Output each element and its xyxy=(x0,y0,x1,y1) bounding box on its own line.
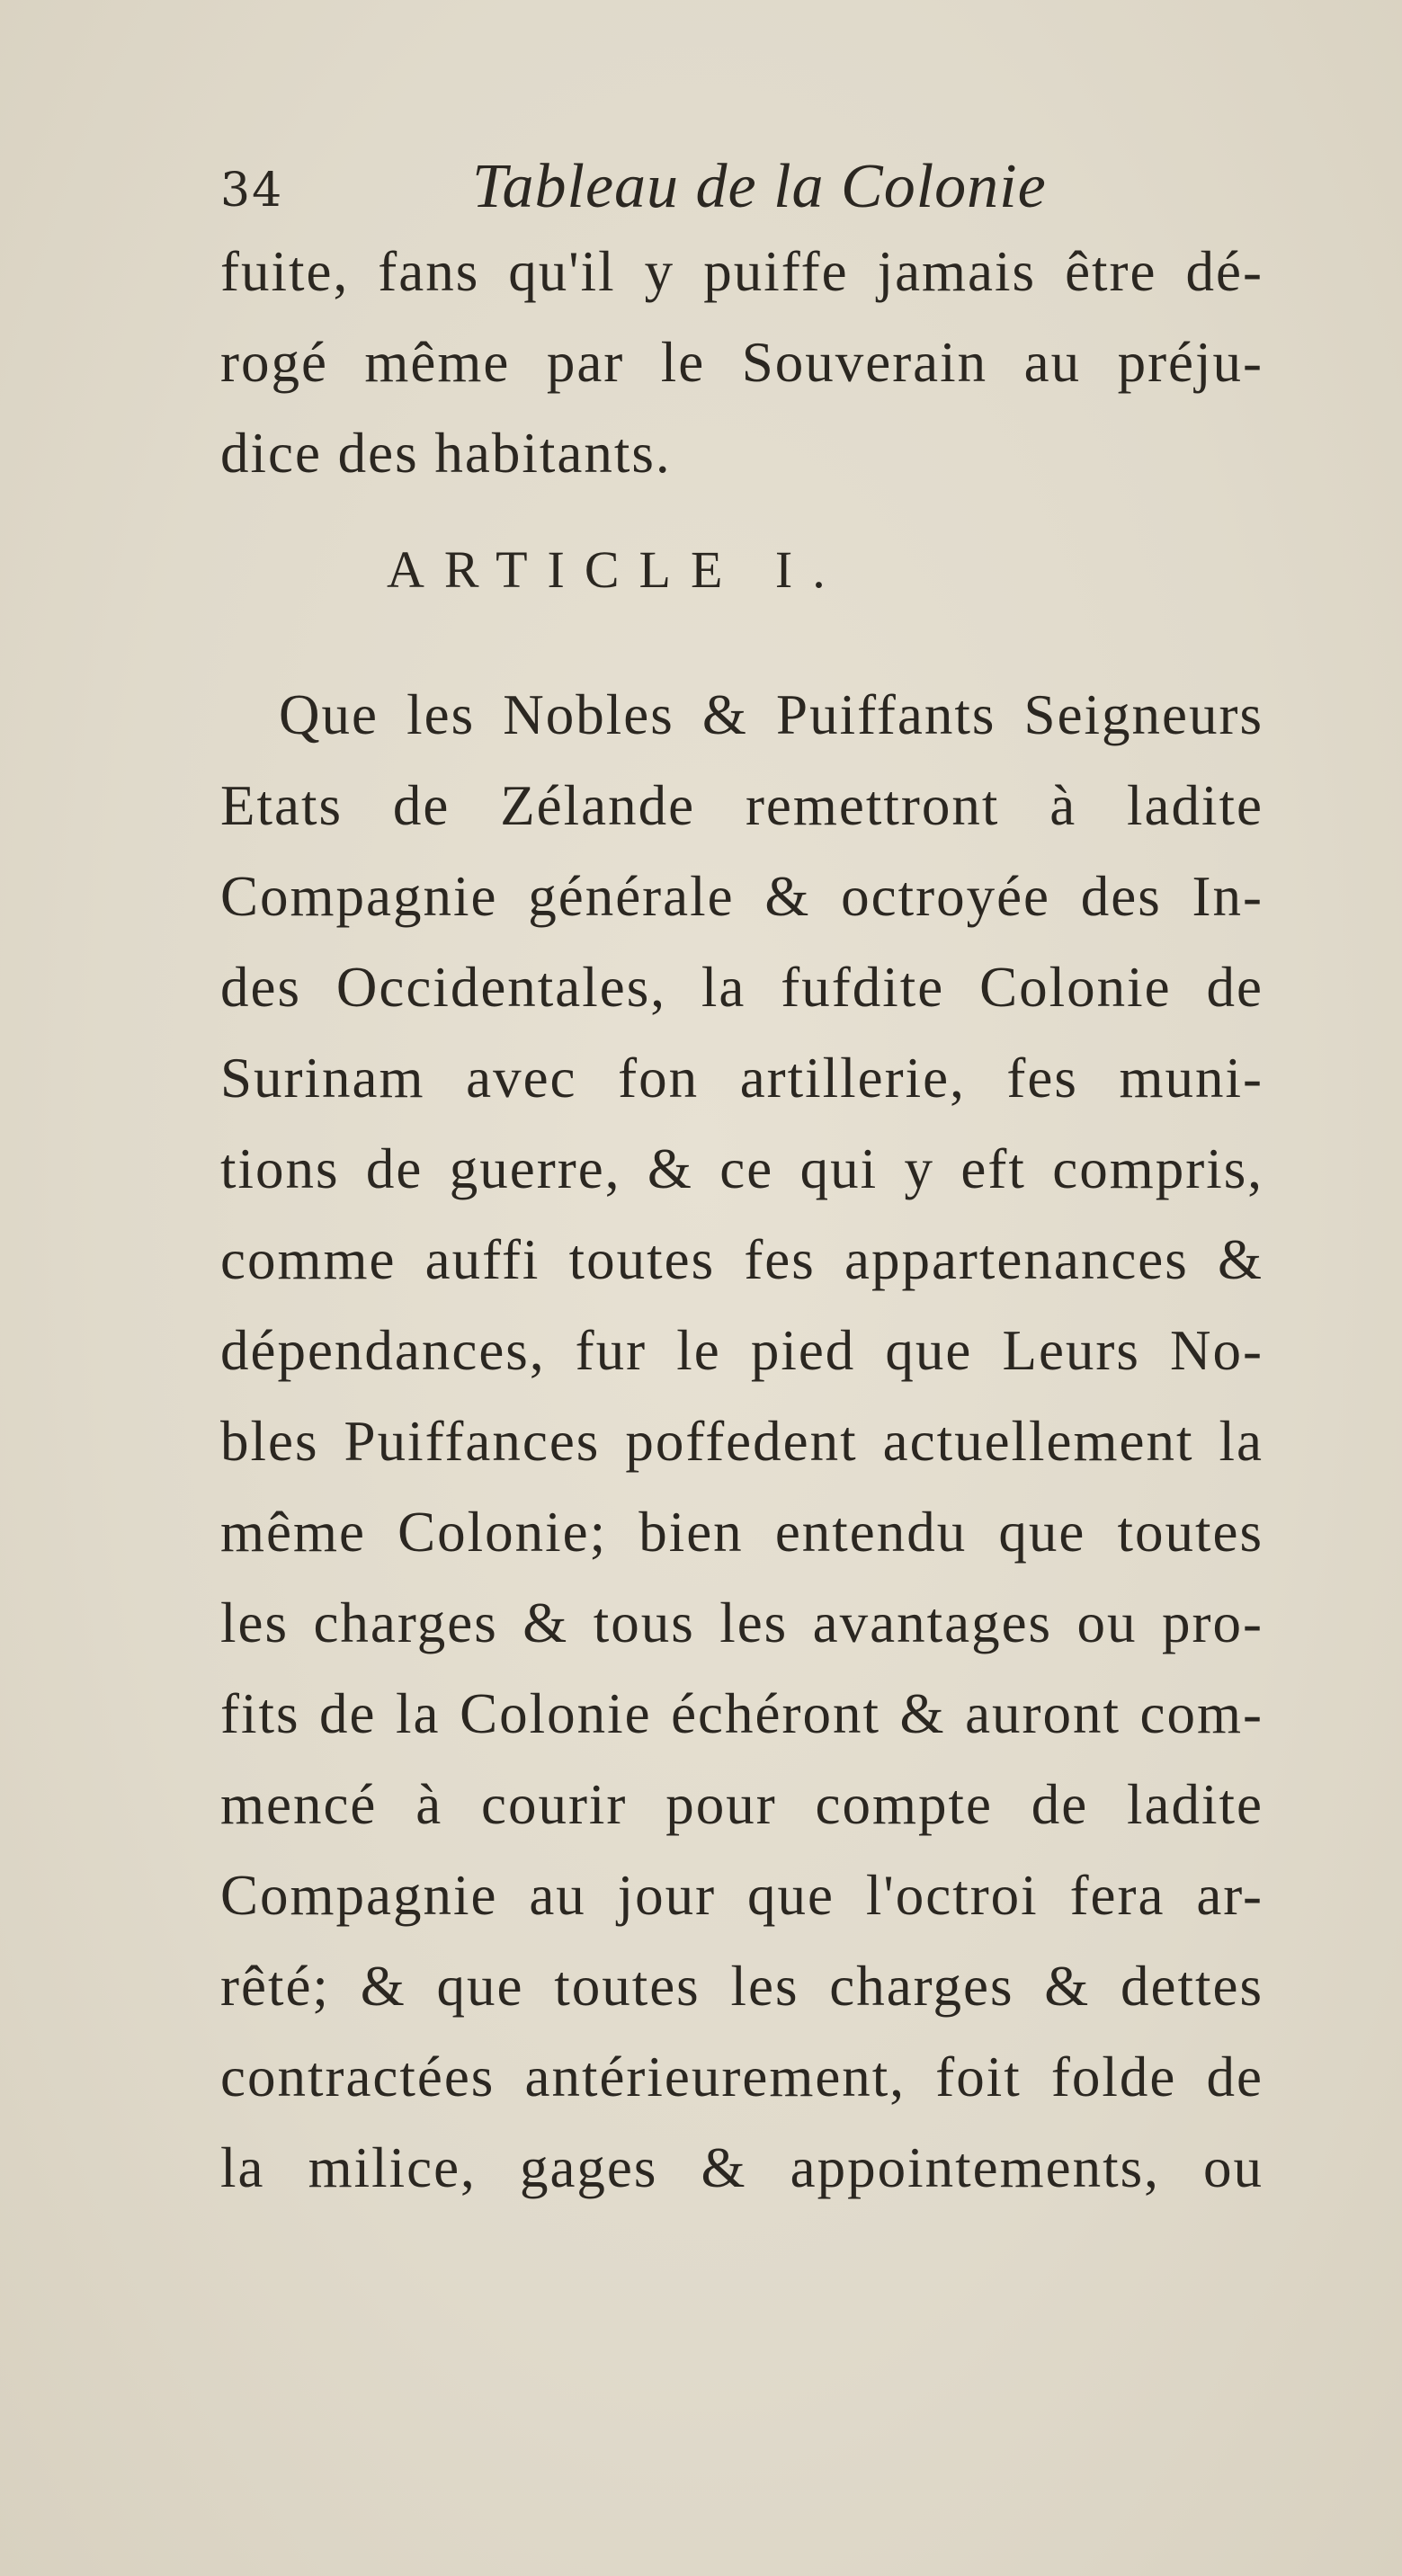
text-line: rêté; & que toutes les charges & dettes xyxy=(220,1955,1264,2018)
article-heading: ARTICLE I. xyxy=(387,540,845,599)
text-line: les charges & tous les avantages ou pro- xyxy=(220,1591,1264,1654)
text-line: des Occidentales, la fufdite Colonie de xyxy=(220,956,1264,1019)
article-paragraph xyxy=(220,670,1264,2214)
text-line: Que les Nobles & Puiffants Seigneurs xyxy=(279,683,1264,746)
text-line: contractées antérieurement, foit folde de xyxy=(220,2046,1264,2108)
text-line: Compagnie générale & octroyée des In- xyxy=(220,865,1264,928)
text-line: dice des habitants. xyxy=(220,422,672,485)
running-head xyxy=(220,151,1281,223)
text-line: dépendances, fur le pied que Leurs No- xyxy=(220,1319,1264,1382)
text-line: Surinam avec fon artillerie, fes muni- xyxy=(220,1047,1264,1110)
continuation-paragraph xyxy=(220,227,1264,499)
text-line: fuite, fans qu'il y puiffe jamais être dé- xyxy=(220,240,1264,303)
text-line: rogé même par le Souverain au préju- xyxy=(220,331,1264,394)
text-line: tions de guerre, & ce qui y eft compris, xyxy=(220,1137,1264,1200)
text-line: Compagnie au jour que l'octroi fera ar- xyxy=(220,1864,1264,1927)
text-line: bles Puiffances poffedent actuellement la xyxy=(220,1410,1264,1473)
text-line: Etats de Zélande remettront à ladite xyxy=(220,774,1264,837)
page-number: 34 xyxy=(220,164,284,218)
text-line: fits de la Colonie échéront & auront com- xyxy=(220,1682,1264,1745)
text-line: même Colonie; bien entendu que toutes xyxy=(220,1501,1264,1564)
text-line: mencé à courir pour compte de ladite xyxy=(220,1773,1264,1836)
text-line: comme auffi toutes fes appartenances & xyxy=(220,1228,1264,1291)
running-title: Tableau de la Colonie xyxy=(472,152,1047,221)
text-line: la milice, gages & appointements, ou xyxy=(220,2136,1264,2199)
